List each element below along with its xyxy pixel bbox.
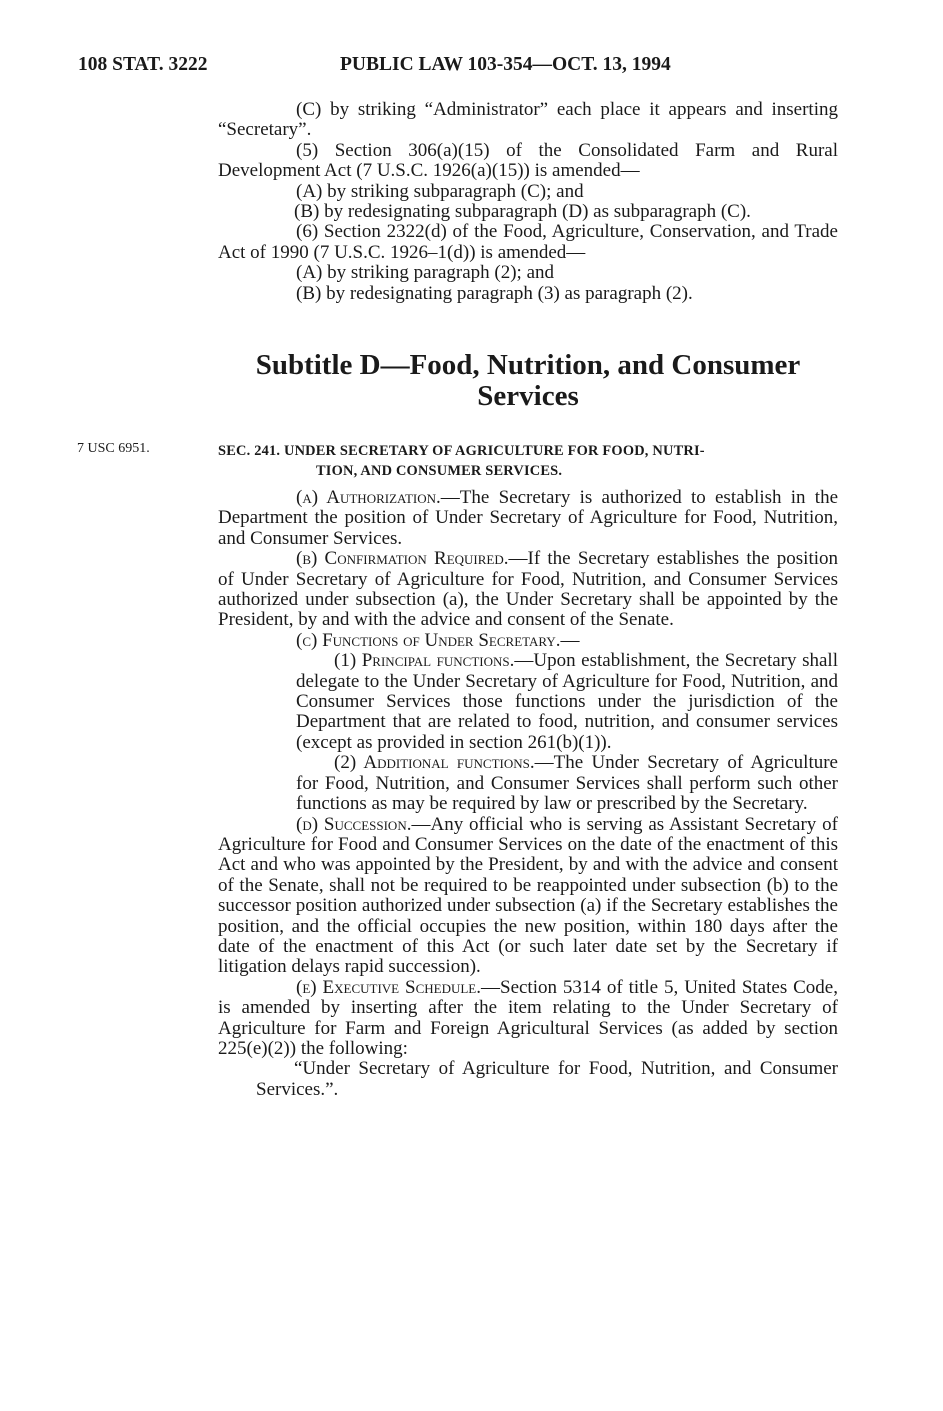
executive-schedule-quote: “Under Secretary of Agriculture for Food, Nutrition, and Consumer Services.”. <box>256 1058 838 1100</box>
para-5-a: (A) by striking subparagraph (C); and <box>296 180 584 202</box>
subsection-a-text: —The Secretary is authorized to establish in the Department the position of Under Secretary of Agriculture for Food, Nutrition, and Consumer Services. <box>218 487 839 549</box>
para-c-administrator: (C) by striking “Administrator” each place it appears and inserting “Secretary”. <box>218 99 838 141</box>
para-6-a: (A) by striking paragraph (2); and <box>296 262 555 284</box>
paragraph-c-2 <box>218 753 838 814</box>
subsection-c <box>218 631 838 651</box>
subsection-b <box>218 549 838 631</box>
page-header <box>78 54 838 80</box>
paragraph-c-1-label: (1) Principal functions. <box>334 650 515 672</box>
subsection-d-text: —Any official who is serving as Assistant Secretary of Agriculture for Food and Consumer Services on the date of the enactment of this Act and who was appointed by the President, by and with the advice and consent of the Senate, shall not be required to be reappointed under subsection (b) to the successor position authorized under subsection (a) if the Secretary establishes the position, and the official occupies the new position, within 180 days after the date of the enactment of this Act (or such later date set by the Secretary if litigation delays rapid succession). <box>218 813 838 978</box>
subsection-e <box>218 978 838 1060</box>
subsection-e-label: (e) Executive Schedule. <box>296 976 481 998</box>
paragraph-c-2-label: (2) Additional functions. <box>334 752 535 774</box>
stat-page-number: 108 STAT. 3222 <box>78 54 208 75</box>
subsection-c-text: — <box>560 629 580 651</box>
subsection-d-label: (d) Succession. <box>296 813 412 835</box>
section-body <box>218 488 838 1100</box>
subsection-c-label: (c) Functions of Under Secretary. <box>296 629 561 651</box>
section-heading <box>218 441 838 481</box>
subtitle-line-1: Subtitle D—Food, Nutrition, and Consumer <box>255 349 801 381</box>
subtitle-line-2: Services <box>477 380 579 412</box>
paragraph-c-2-text: —The Under Secretary of Agriculture for Food, Nutrition, and Consumer Services shall perform such other functions as may be required by law or prescribed by the Secretary. <box>296 752 838 815</box>
subsection-b-label: (b) Confirmation Required. <box>296 548 509 570</box>
para-6-b: (B) by redesignating paragraph (3) as paragraph (2). <box>296 282 693 304</box>
usc-margin-note: 7 USC 6951. <box>77 441 150 456</box>
paragraph-c-1 <box>218 651 838 753</box>
public-law-title: PUBLIC LAW 103-354—OCT. 13, 1994 <box>340 54 671 75</box>
section-heading-line-1: SEC. 241. UNDER SECRETARY OF AGRICULTURE FOR FOOD, NUTRI- <box>218 443 705 459</box>
section-heading-line-2: TION, AND CONSUMER SERVICES. <box>316 463 563 479</box>
amendments-block <box>218 100 838 304</box>
subsection-b-text: —If the Secretary establishes the position of Under Secretary of Agriculture for Food, Nutrition, and Consumer Services authorized under subsection (a), the Under Secretary shall be appointed by the President, by and with the advice and consent of the Senate. <box>218 548 839 631</box>
para-5-section-306: (5) Section 306(a)(15) of the Consolidated Farm and Rural Development Act (7 U.S.C. 1926(a)(15)) is amended— <box>218 139 838 182</box>
subsection-a <box>218 488 838 549</box>
subsection-a-label: (a) Authorization. <box>296 487 441 508</box>
subsection-e-text: —Section 5314 of title 5, United States Code, is amended by inserting after the item relating to the Under Secretary of Agriculture for Farm and Foreign Agricultural Services (as added by section 225(e)(2)) the following: <box>218 976 838 1059</box>
para-5-b: (B) by redesignating subparagraph (D) as subparagraph (C). <box>294 201 751 223</box>
para-6-section-2322: (6) Section 2322(d) of the Food, Agriculture, Conservation, and Trade Act of 1990 (7 U.S.C. 1926–1(d)) is amended— <box>218 221 838 263</box>
paragraph-c-1-text: —Upon establishment, the Secretary shall delegate to the Under Secretary of Agriculture for Food, Nutrition, and Consumer Services those functions under the jurisdiction of the Department that are related to food, nutrition, and consumer services (except as provided in section 261(b)(1)). <box>296 650 838 753</box>
subsection-d <box>218 815 838 978</box>
subtitle-heading <box>218 350 838 412</box>
